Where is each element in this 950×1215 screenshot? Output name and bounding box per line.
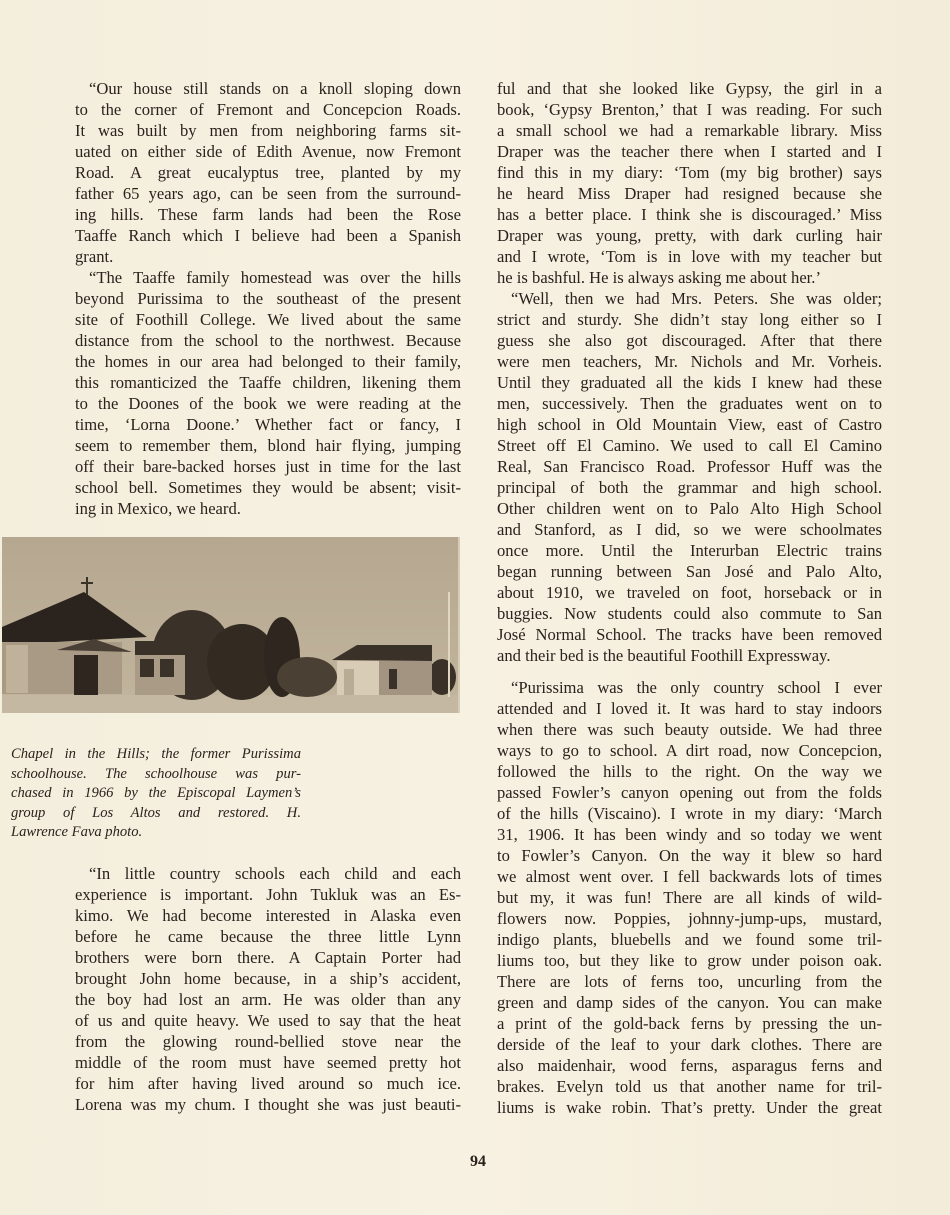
text-line: principal of both the grammar and high school. xyxy=(497,478,882,497)
left-paragraph-1 xyxy=(75,78,461,267)
text-line: Until they graduated all the kids I knew had these xyxy=(497,373,882,392)
text-line: distance from the school to the northwest. Because xyxy=(75,331,461,350)
text-line: It was built by men from neighboring farms sit- xyxy=(75,121,461,140)
text-line: indigo plants, bluebells and we found some tril- xyxy=(497,930,882,949)
text-line: find this in my diary: ‘Tom (my big brother) says xyxy=(497,163,882,182)
text-line: liums too, but they like to grow under poison oak. xyxy=(497,951,882,970)
text-line: this romanticized the Taaffe children, likening them xyxy=(75,373,461,392)
text-line: Real, San Francisco Road. Professor Huff was the xyxy=(497,457,882,476)
text-line: flowers now. Poppies, johnny-jump-ups, mustard, xyxy=(497,909,882,928)
text-line: site of Foothill College. We lived about the same xyxy=(75,310,461,329)
text-line: but my, it was fun! There are all kinds of wild- xyxy=(497,888,882,907)
text-line: about 1910, we traveled on foot, horseback or in xyxy=(497,583,882,602)
text-line: green and damp sides of the canyon. You can make xyxy=(497,993,882,1012)
text-line: and I wrote, ‘Tom is in love with my teacher but xyxy=(497,247,882,266)
text-line: to Fowler’s Canyon. On the way it blew so hard xyxy=(497,846,882,865)
text-line: to the Doones of the book we were reading at the xyxy=(75,394,461,413)
left-paragraph-3 xyxy=(75,863,461,1115)
text-line: middle of the room must have seemed pretty hot xyxy=(75,1053,461,1072)
text-line: the homes in our area had belonged to their family, xyxy=(75,352,461,371)
text-line: a print of the gold-back ferns by pressing the un- xyxy=(497,1014,882,1033)
text-line: followed the hills to the right. On the way we xyxy=(497,762,882,781)
text-line: derside of the leaf to your dark clothes. There are xyxy=(497,1035,882,1054)
text-line: seem to remember them, blond hair flying, jumping xyxy=(75,436,461,455)
text-line: ing hills. These farm lands had been the Rose xyxy=(75,205,461,224)
text-line: he heard Miss Draper had resigned because she xyxy=(497,184,882,203)
text-line: when there was such beauty outside. We had three xyxy=(497,720,882,739)
text-line: of us and quite heavy. We used to say that the heat xyxy=(75,1011,461,1030)
text-line: experience is important. John Tukluk was an Es- xyxy=(75,885,461,904)
text-line: liums is wake robin. That’s pretty. Under the great xyxy=(497,1098,882,1117)
text-line: has a better place. I think she is discouraged.’ Miss xyxy=(497,205,882,224)
text-line: before he came because the three little Lynn xyxy=(75,927,461,946)
text-line: Draper was the teacher there when I started and I xyxy=(497,142,882,161)
caption-line: chased in 1966 by the Episcopal Laymen’s xyxy=(11,785,301,801)
text-line: of the hills (Viscaino). I wrote in my diary: ‘March xyxy=(497,804,882,823)
text-line: José Normal School. The tracks have been removed xyxy=(497,625,882,644)
text-line: “In little country schools each child and each xyxy=(89,864,461,883)
caption-line: Chapel in the Hills; the former Purissima xyxy=(11,746,301,762)
text-line: also maidenhair, wood ferns, asparagus ferns and xyxy=(497,1056,882,1075)
text-line: the boy had lost an arm. He was older than any xyxy=(75,990,461,1009)
text-line: he is bashful. He is always asking me about her.’ xyxy=(497,268,821,287)
text-line: Draper was young, pretty, with dark curling hair xyxy=(497,226,882,245)
text-line: beyond Purissima to the southeast of the present xyxy=(75,289,461,308)
text-line: guess she also got discouraged. After that there xyxy=(497,331,882,350)
text-line: high school in Old Mountain View, east of Castro xyxy=(497,415,882,434)
text-line: ing in Mexico, we heard. xyxy=(75,499,241,518)
text-line: buggies. Now students could also commute to San xyxy=(497,604,882,623)
caption-line: Lawrence Fava photo. xyxy=(11,824,143,840)
text-line: 31, 1906. It has been windy and so today we went xyxy=(497,825,882,844)
text-line: “Purissima was the only country school I ever xyxy=(511,678,882,697)
text-line: father 65 years ago, can be seen from the surround- xyxy=(75,184,461,203)
text-line: kimo. We had become interested in Alaska even xyxy=(75,906,461,925)
chapel-photo xyxy=(2,537,460,713)
text-line: we almost went over. I fell backwards lots of times xyxy=(497,867,882,886)
text-line: once more. Until the Interurban Electric trains xyxy=(497,541,882,560)
text-line: brothers were born there. A Captain Porter had xyxy=(75,948,461,967)
text-line: passed Fowler’s canyon opening out from the folds xyxy=(497,783,882,802)
text-line: brakes. Evelyn told us that another name for tril- xyxy=(497,1077,882,1096)
text-line: and their bed is the beautiful Foothill Expressway. xyxy=(497,646,831,665)
text-line: Other children went on to Palo Alto High School xyxy=(497,499,882,518)
text-line: “Well, then we had Mrs. Peters. She was older; xyxy=(511,289,882,308)
text-line: off their bare-backed horses just in time for the last xyxy=(75,457,461,476)
caption-line: schoolhouse. The schoolhouse was pur- xyxy=(11,765,301,782)
text-line: began running between San José and Palo Alto, xyxy=(497,562,882,581)
text-line: uated on either side of Edith Avenue, now Fremont xyxy=(75,142,461,161)
text-line: There are lots of ferns too, uncurling from the xyxy=(497,972,882,991)
text-line: for him after having lived around so much ice. xyxy=(75,1074,461,1093)
photo-caption xyxy=(11,745,301,843)
text-line: and Stanford, as I did, so we were schoolmates xyxy=(497,520,882,539)
text-line: grant. xyxy=(75,247,114,266)
text-line: ful and that she looked like Gypsy, the girl in a xyxy=(497,79,882,98)
text-line: brought John home because, in a ship’s accident, xyxy=(75,969,461,988)
text-line: ways to go to school. A dirt road, now Concepcion, xyxy=(497,741,882,760)
text-line: “The Taaffe family homestead was over the hills xyxy=(89,268,461,287)
text-line: a small school we had a remarkable library. Miss xyxy=(497,121,882,140)
text-line: “Our house still stands on a knoll sloping down xyxy=(89,79,461,98)
text-line: Taaffe Ranch which I believe had been a Spanish xyxy=(75,226,461,245)
text-line: school bell. Sometimes they would be absent; visit- xyxy=(75,478,461,497)
left-paragraph-2 xyxy=(75,267,461,519)
text-line: were men teachers, Mr. Nichols and Mr. Vorheis. xyxy=(497,352,882,371)
text-line: from the glowing round-bellied stove near the xyxy=(75,1032,461,1051)
text-line: time, ‘Lorna Doone.’ Whether fact or fancy, I xyxy=(75,415,461,434)
caption-line: group of Los Altos and restored. H. xyxy=(11,804,301,821)
text-line: book, ‘Gypsy Brenton,’ that I was reading. For such xyxy=(497,100,882,119)
page-number: 94 xyxy=(470,1153,486,1170)
right-paragraph-2 xyxy=(497,288,882,666)
text-line: Road. A great eucalyptus tree, planted by my xyxy=(75,163,461,182)
text-line: Street off El Camino. We used to call El Camino xyxy=(497,436,882,455)
text-line: Lorena was my chum. I thought she was just beauti- xyxy=(75,1095,461,1114)
text-line: men, successively. Then the graduates went on to xyxy=(497,394,882,413)
text-line: to the corner of Fremont and Concepcion Roads. xyxy=(75,100,461,119)
right-paragraph-1 xyxy=(497,78,882,288)
text-line: attended and I loved it. It was hard to stay indoors xyxy=(497,699,882,718)
right-paragraph-3 xyxy=(497,677,882,1118)
text-line: strict and sturdy. She didn’t stay long either so I xyxy=(497,310,882,329)
